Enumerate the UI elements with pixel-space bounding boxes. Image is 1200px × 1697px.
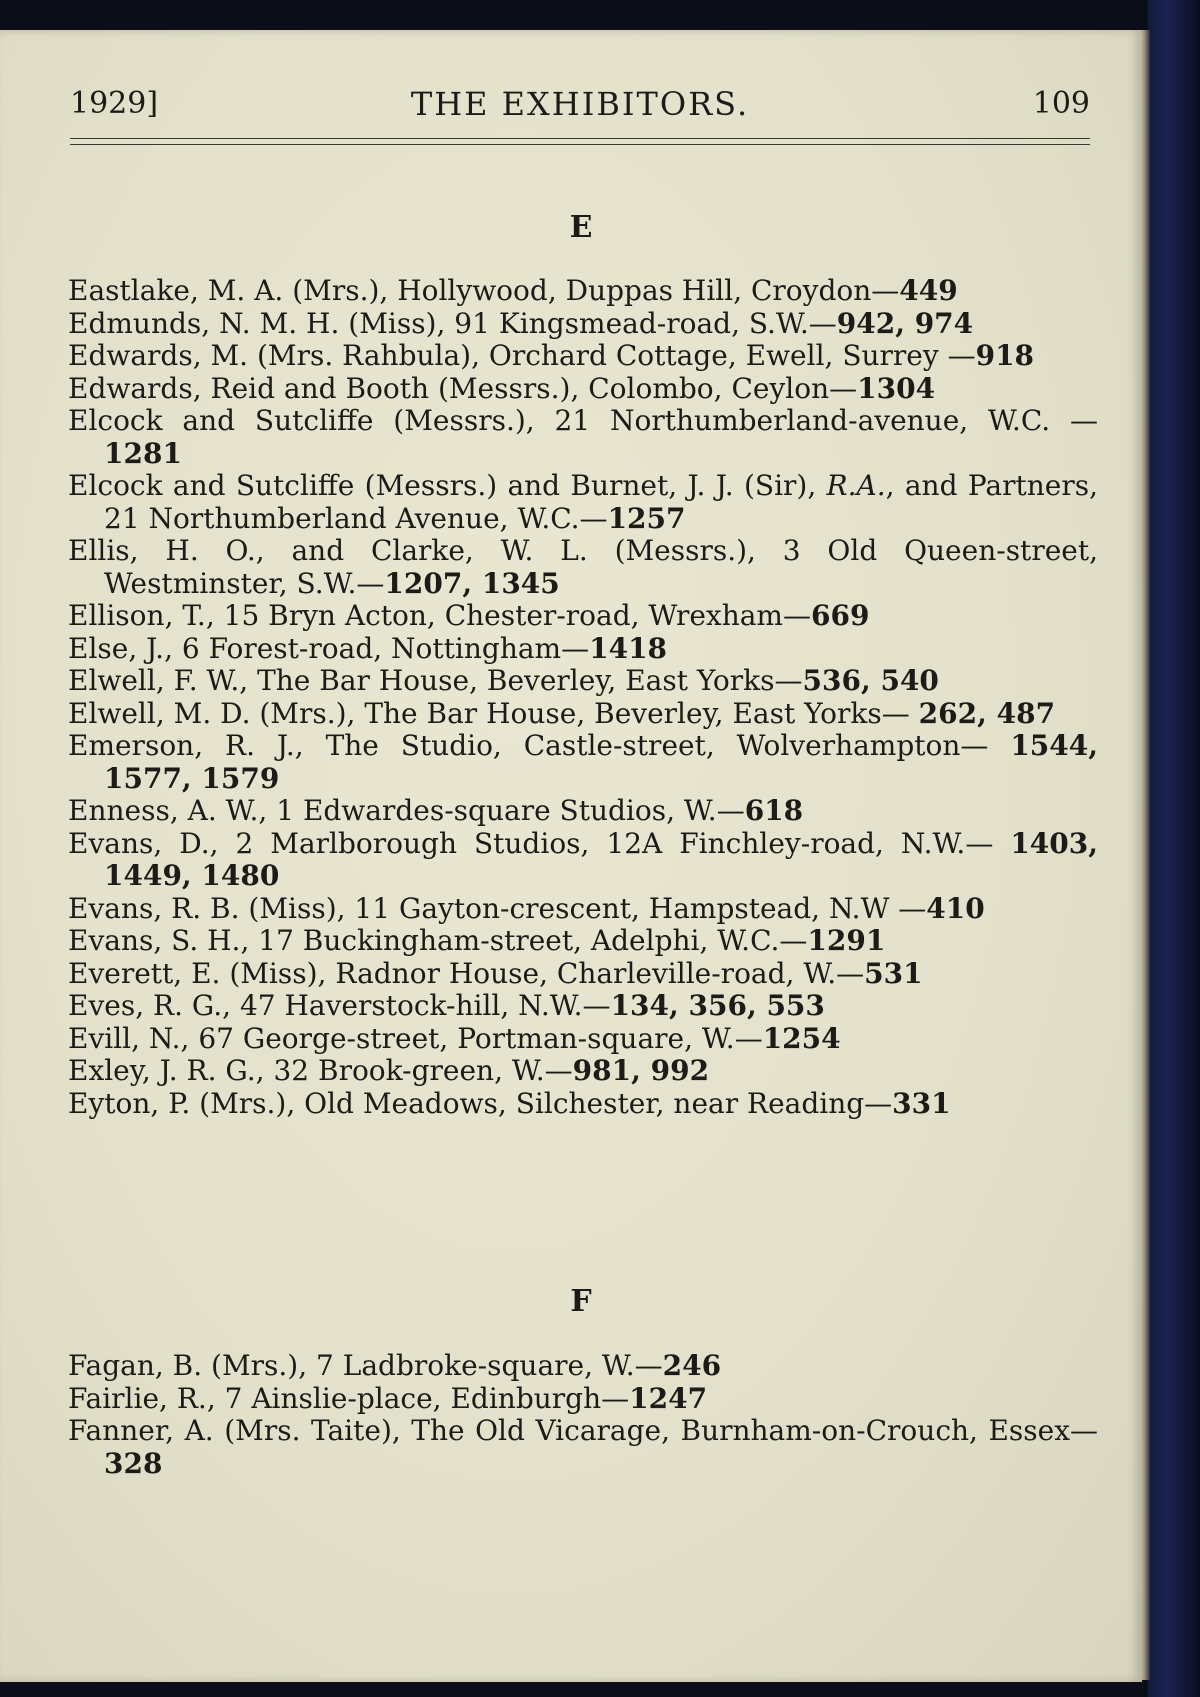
list-item (68, 1350, 1098, 1383)
list-item (68, 925, 1098, 958)
entry-text: Evans, R. B. (Miss), 11 Gayton-crescent, Hampstead, N.W — (68, 891, 927, 925)
section-heading-e: E (569, 210, 593, 245)
entry-text: Fairlie, R., 7 Ainslie-place, Edinburgh— (68, 1381, 630, 1415)
entry-text: Eves, R. G., 47 Haverstock-hill, N.W.— (68, 989, 611, 1022)
list-item (68, 373, 1098, 406)
entry-italic-text: R.A. (826, 469, 886, 502)
entry-text: Exley, J. R. G., 32 Brook-green, W.— (68, 1054, 573, 1087)
list-item (68, 795, 1098, 828)
entry-text: Edmunds, N. M. H. (Miss), 91 Kingsmead-road, S.W.— (68, 306, 837, 340)
running-head-year: 1929] (70, 86, 159, 121)
entry-text: Emerson, R. J., The Studio, Castle-street, Wolverhampton— (68, 729, 1011, 762)
entry-numbers: 1544, 1577, 1579 (104, 729, 1098, 795)
entry-text: Everett, E. (Miss), Radnor House, Charleville-road, W.— (68, 956, 865, 990)
header-rule-bottom (70, 144, 1090, 145)
entry-text: Eastlake, M. A. (Mrs.), Hollywood, Duppas Hill, Croydon— (68, 274, 900, 307)
entry-numbers: 1254 (762, 1021, 841, 1055)
book-binding (1148, 0, 1200, 1697)
entry-text: Fanner, A. (Mrs. Taite), The Old Vicarage, Burnham-on-Crouch, Essex— (68, 1414, 1098, 1447)
entry-numbers: 331 (892, 1086, 951, 1120)
entry-text: Ellis, H. O., and Clarke, W. L. (Messrs.), 3 Old Queen-street, Westminster, S.W.— (68, 534, 1098, 600)
entry-numbers: 1207, 1345 (384, 566, 560, 600)
list-item (68, 698, 1098, 731)
entry-text: Elwell, M. D. (Mrs.), The Bar House, Beverley, East Yorks— (68, 696, 919, 730)
entry-text-continued: , and Partners, 21 Northumberland Avenue, W.C.— (104, 469, 1098, 535)
entry-text: Elcock and Sutcliffe (Messrs.), 21 Northumberland-avenue, W.C. — (68, 404, 1098, 437)
entry-text: Ellison, T., 15 Bryn Acton, Chester-road, Wrexham— (68, 599, 811, 632)
list-item (68, 535, 1098, 600)
list-item (68, 633, 1098, 666)
list-item (68, 600, 1098, 633)
entry-numbers: 134, 356, 553 (610, 989, 825, 1022)
entry-text: Evans, D., 2 Marlborough Studios, 12A Finchley-road, N.W.— (68, 826, 1011, 860)
entry-numbers: 1291 (807, 924, 886, 957)
list-item (68, 730, 1098, 795)
entry-text: Evans, S. H., 17 Buckingham-street, Adelphi, W.C.— (68, 924, 808, 957)
list-item (68, 308, 1098, 341)
list-item (68, 275, 1098, 308)
list-item (68, 1055, 1098, 1088)
entry-numbers: 618 (744, 794, 804, 827)
entry-numbers: 918 (975, 339, 1035, 372)
list-item (68, 1415, 1098, 1480)
entry-text: Edwards, Reid and Booth (Messrs.), Colombo, Ceylon— (68, 371, 858, 405)
entry-list-e (68, 275, 1098, 1120)
list-item (68, 1383, 1098, 1416)
entry-numbers: 942, 974 (836, 306, 974, 340)
list-item (68, 958, 1098, 991)
entry-numbers: 536, 540 (802, 664, 939, 697)
entry-numbers: 531 (864, 956, 923, 990)
page-number: 109 (1032, 86, 1090, 121)
list-item (68, 1023, 1098, 1056)
entry-text: Elcock and Sutcliffe (Messrs.) and Burnet, J. J. (Sir), (68, 469, 827, 502)
entry-numbers: 328 (104, 1446, 163, 1480)
list-item (68, 990, 1098, 1023)
running-head (70, 84, 1090, 134)
entry-text: Evill, N., 67 George-street, Portman-square, W.— (68, 1021, 763, 1055)
entry-numbers: 262, 487 (918, 696, 1056, 730)
entry-numbers: 1403, 1449, 1480 (104, 826, 1098, 892)
entry-numbers: 410 (926, 891, 985, 925)
entry-text: Enness, A. W., 1 Edwardes-square Studios, W.— (68, 794, 745, 827)
entry-text: Elwell, F. W., The Bar House, Beverley, East Yorks— (68, 664, 803, 697)
header-rule-top (70, 138, 1090, 139)
list-item (68, 828, 1098, 893)
entry-numbers: 1257 (607, 501, 686, 535)
entry-numbers: 449 (899, 274, 958, 307)
entry-list-f (68, 1350, 1098, 1480)
list-item (68, 340, 1098, 373)
page (0, 30, 1142, 1682)
entry-text: Fagan, B. (Mrs.), 7 Ladbroke-square, W.— (68, 1349, 663, 1382)
entry-numbers: 1247 (629, 1381, 708, 1415)
list-item (68, 665, 1098, 698)
entry-numbers: 1281 (104, 436, 182, 470)
entry-numbers: 1304 (857, 371, 936, 405)
list-item (68, 893, 1098, 926)
entry-text: Else, J., 6 Forest-road, Nottingham— (68, 631, 590, 665)
entry-text: Edwards, M. (Mrs. Rahbula), Orchard Cottage, Ewell, Surrey — (68, 339, 976, 372)
entry-numbers: 669 (810, 599, 870, 632)
entry-text: Eyton, P. (Mrs.), Old Meadows, Silchester, near Reading— (68, 1086, 893, 1120)
entry-numbers: 981, 992 (572, 1054, 710, 1087)
running-head-title: THE EXHIBITORS. (410, 85, 750, 123)
entry-numbers: 1418 (589, 631, 668, 665)
list-item (68, 405, 1098, 470)
list-item (68, 1088, 1098, 1121)
section-heading-f: F (570, 1284, 592, 1319)
entry-numbers: 246 (662, 1349, 722, 1382)
list-item (68, 470, 1098, 535)
